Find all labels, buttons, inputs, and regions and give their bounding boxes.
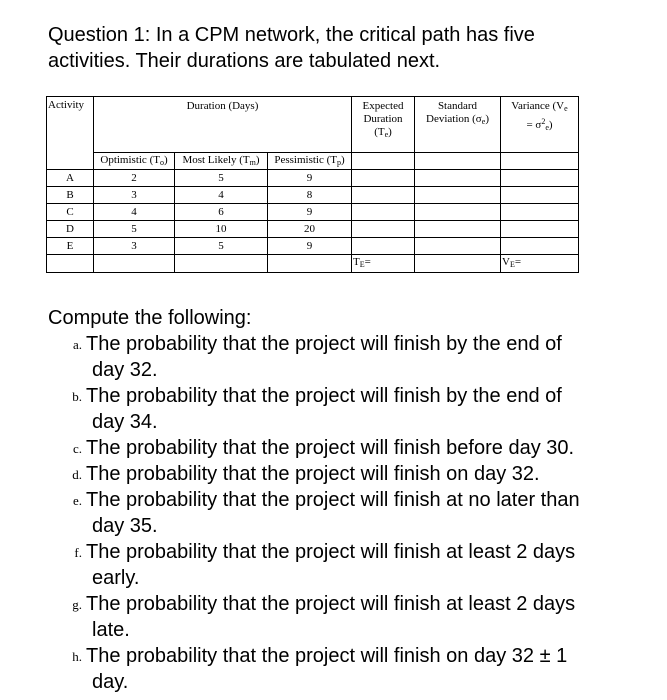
header-variance: Variance ($V_e$ = $\sigma^2_e$) — [501, 97, 579, 153]
list-item — [60, 461, 660, 487]
variance-cell — [501, 238, 579, 255]
task-line-1: The probability that the project will finish at no later than — [86, 489, 580, 511]
optimistic-cell: 3 — [94, 238, 175, 255]
task-list — [60, 331, 660, 695]
subheader-optimistic: Optimistic $(T_o)$ — [94, 153, 175, 170]
task-line-1: The probability that the project will finish on day 32 ± 1 — [86, 645, 568, 667]
table-row — [47, 170, 579, 187]
most-likely-cell: 6 — [175, 204, 268, 221]
table-total-row — [47, 255, 579, 273]
subheader-blank — [415, 153, 501, 170]
total-blank — [94, 255, 175, 273]
header-standard-deviation: Standard Deviation $(\sigma_e)$ — [415, 97, 501, 153]
task-marker: g. — [72, 597, 82, 612]
task-marker: e. — [72, 493, 82, 508]
total-blank — [47, 255, 94, 273]
subheader-blank — [352, 153, 415, 170]
total-blank — [175, 255, 268, 273]
activity-cell: E — [47, 238, 94, 255]
table-header-row — [47, 97, 579, 153]
header-activity: Activity — [47, 97, 94, 170]
variance-cell — [501, 170, 579, 187]
task-line-2: late. — [92, 619, 130, 641]
subheader-pessimistic: Pessimistic $(T_p)$ — [268, 153, 352, 170]
task-line-1: The probability that the project will finish by the end of — [86, 333, 562, 355]
sd-cell — [415, 187, 501, 204]
most-likely-cell: 5 — [175, 170, 268, 187]
variance-cell — [501, 187, 579, 204]
task-line-2: day. — [92, 671, 129, 693]
expected-cell — [352, 238, 415, 255]
task-line-2: early. — [92, 567, 140, 589]
sd-cell — [415, 221, 501, 238]
table-row — [47, 238, 579, 255]
task-marker: c. — [72, 441, 82, 456]
task-line-2: day 35. — [92, 515, 158, 537]
list-item — [60, 591, 660, 643]
table-row — [47, 187, 579, 204]
subheader-most-likely: Most Likely $(T_m)$ — [175, 153, 268, 170]
compute-heading: Compute the following: — [48, 307, 252, 329]
total-blank — [268, 255, 352, 273]
header-duration: Duration (Days) — [94, 97, 352, 153]
task-line-1: The probability that the project will finish on day 32. — [86, 463, 540, 485]
expected-cell — [352, 187, 415, 204]
pessimistic-cell: 9 — [268, 204, 352, 221]
sd-cell — [415, 238, 501, 255]
task-line-1: The probability that the project will finish at least 2 days — [86, 541, 576, 563]
list-item — [60, 487, 660, 539]
table-row — [47, 221, 579, 238]
pessimistic-cell: 20 — [268, 221, 352, 238]
task-line-2: day 34. — [92, 411, 158, 433]
task-marker: d. — [72, 467, 82, 482]
total-expected-duration: $T_E=$ — [352, 255, 415, 273]
task-marker: b. — [72, 389, 82, 404]
most-likely-cell: 5 — [175, 238, 268, 255]
activity-cell: A — [47, 170, 94, 187]
optimistic-cell: 3 — [94, 187, 175, 204]
list-item — [60, 435, 660, 461]
optimistic-cell: 2 — [94, 170, 175, 187]
list-item — [60, 643, 660, 695]
pessimistic-cell: 9 — [268, 238, 352, 255]
list-item — [60, 331, 660, 383]
table-row — [47, 204, 579, 221]
total-variance: $V_E=$ — [501, 255, 579, 273]
header-expected-duration: Expected Duration $(T_e)$ — [352, 97, 415, 153]
subheader-blank — [501, 153, 579, 170]
list-item — [60, 539, 660, 591]
pessimistic-cell: 9 — [268, 170, 352, 187]
activity-cell: B — [47, 187, 94, 204]
activity-cell: D — [47, 221, 94, 238]
task-line-1: The probability that the project will finish by the end of — [86, 385, 562, 407]
expected-cell — [352, 170, 415, 187]
pessimistic-cell: 8 — [268, 187, 352, 204]
task-marker: h. — [72, 649, 82, 664]
sd-cell — [415, 204, 501, 221]
optimistic-cell: 4 — [94, 204, 175, 221]
question-line-1: Question 1: In a CPM network, the critical path has five — [48, 24, 535, 46]
question-line-2: activities. Their durations are tabulated next. — [48, 50, 441, 72]
question-text — [48, 22, 648, 74]
task-line-2: day 32. — [92, 359, 158, 381]
sd-cell — [415, 170, 501, 187]
most-likely-cell: 10 — [175, 221, 268, 238]
expected-cell — [352, 221, 415, 238]
most-likely-cell: 4 — [175, 187, 268, 204]
expected-cell — [352, 204, 415, 221]
variance-cell — [501, 204, 579, 221]
durations-table — [46, 96, 579, 273]
optimistic-cell: 5 — [94, 221, 175, 238]
variance-cell — [501, 221, 579, 238]
activity-cell: C — [47, 204, 94, 221]
task-marker: f. — [74, 545, 82, 560]
task-line-1: The probability that the project will finish before day 30. — [86, 437, 575, 459]
table-subheader-row — [47, 153, 579, 170]
task-marker: a. — [72, 337, 82, 352]
list-item — [60, 383, 660, 435]
total-blank — [415, 255, 501, 273]
task-line-1: The probability that the project will finish at least 2 days — [86, 593, 576, 615]
